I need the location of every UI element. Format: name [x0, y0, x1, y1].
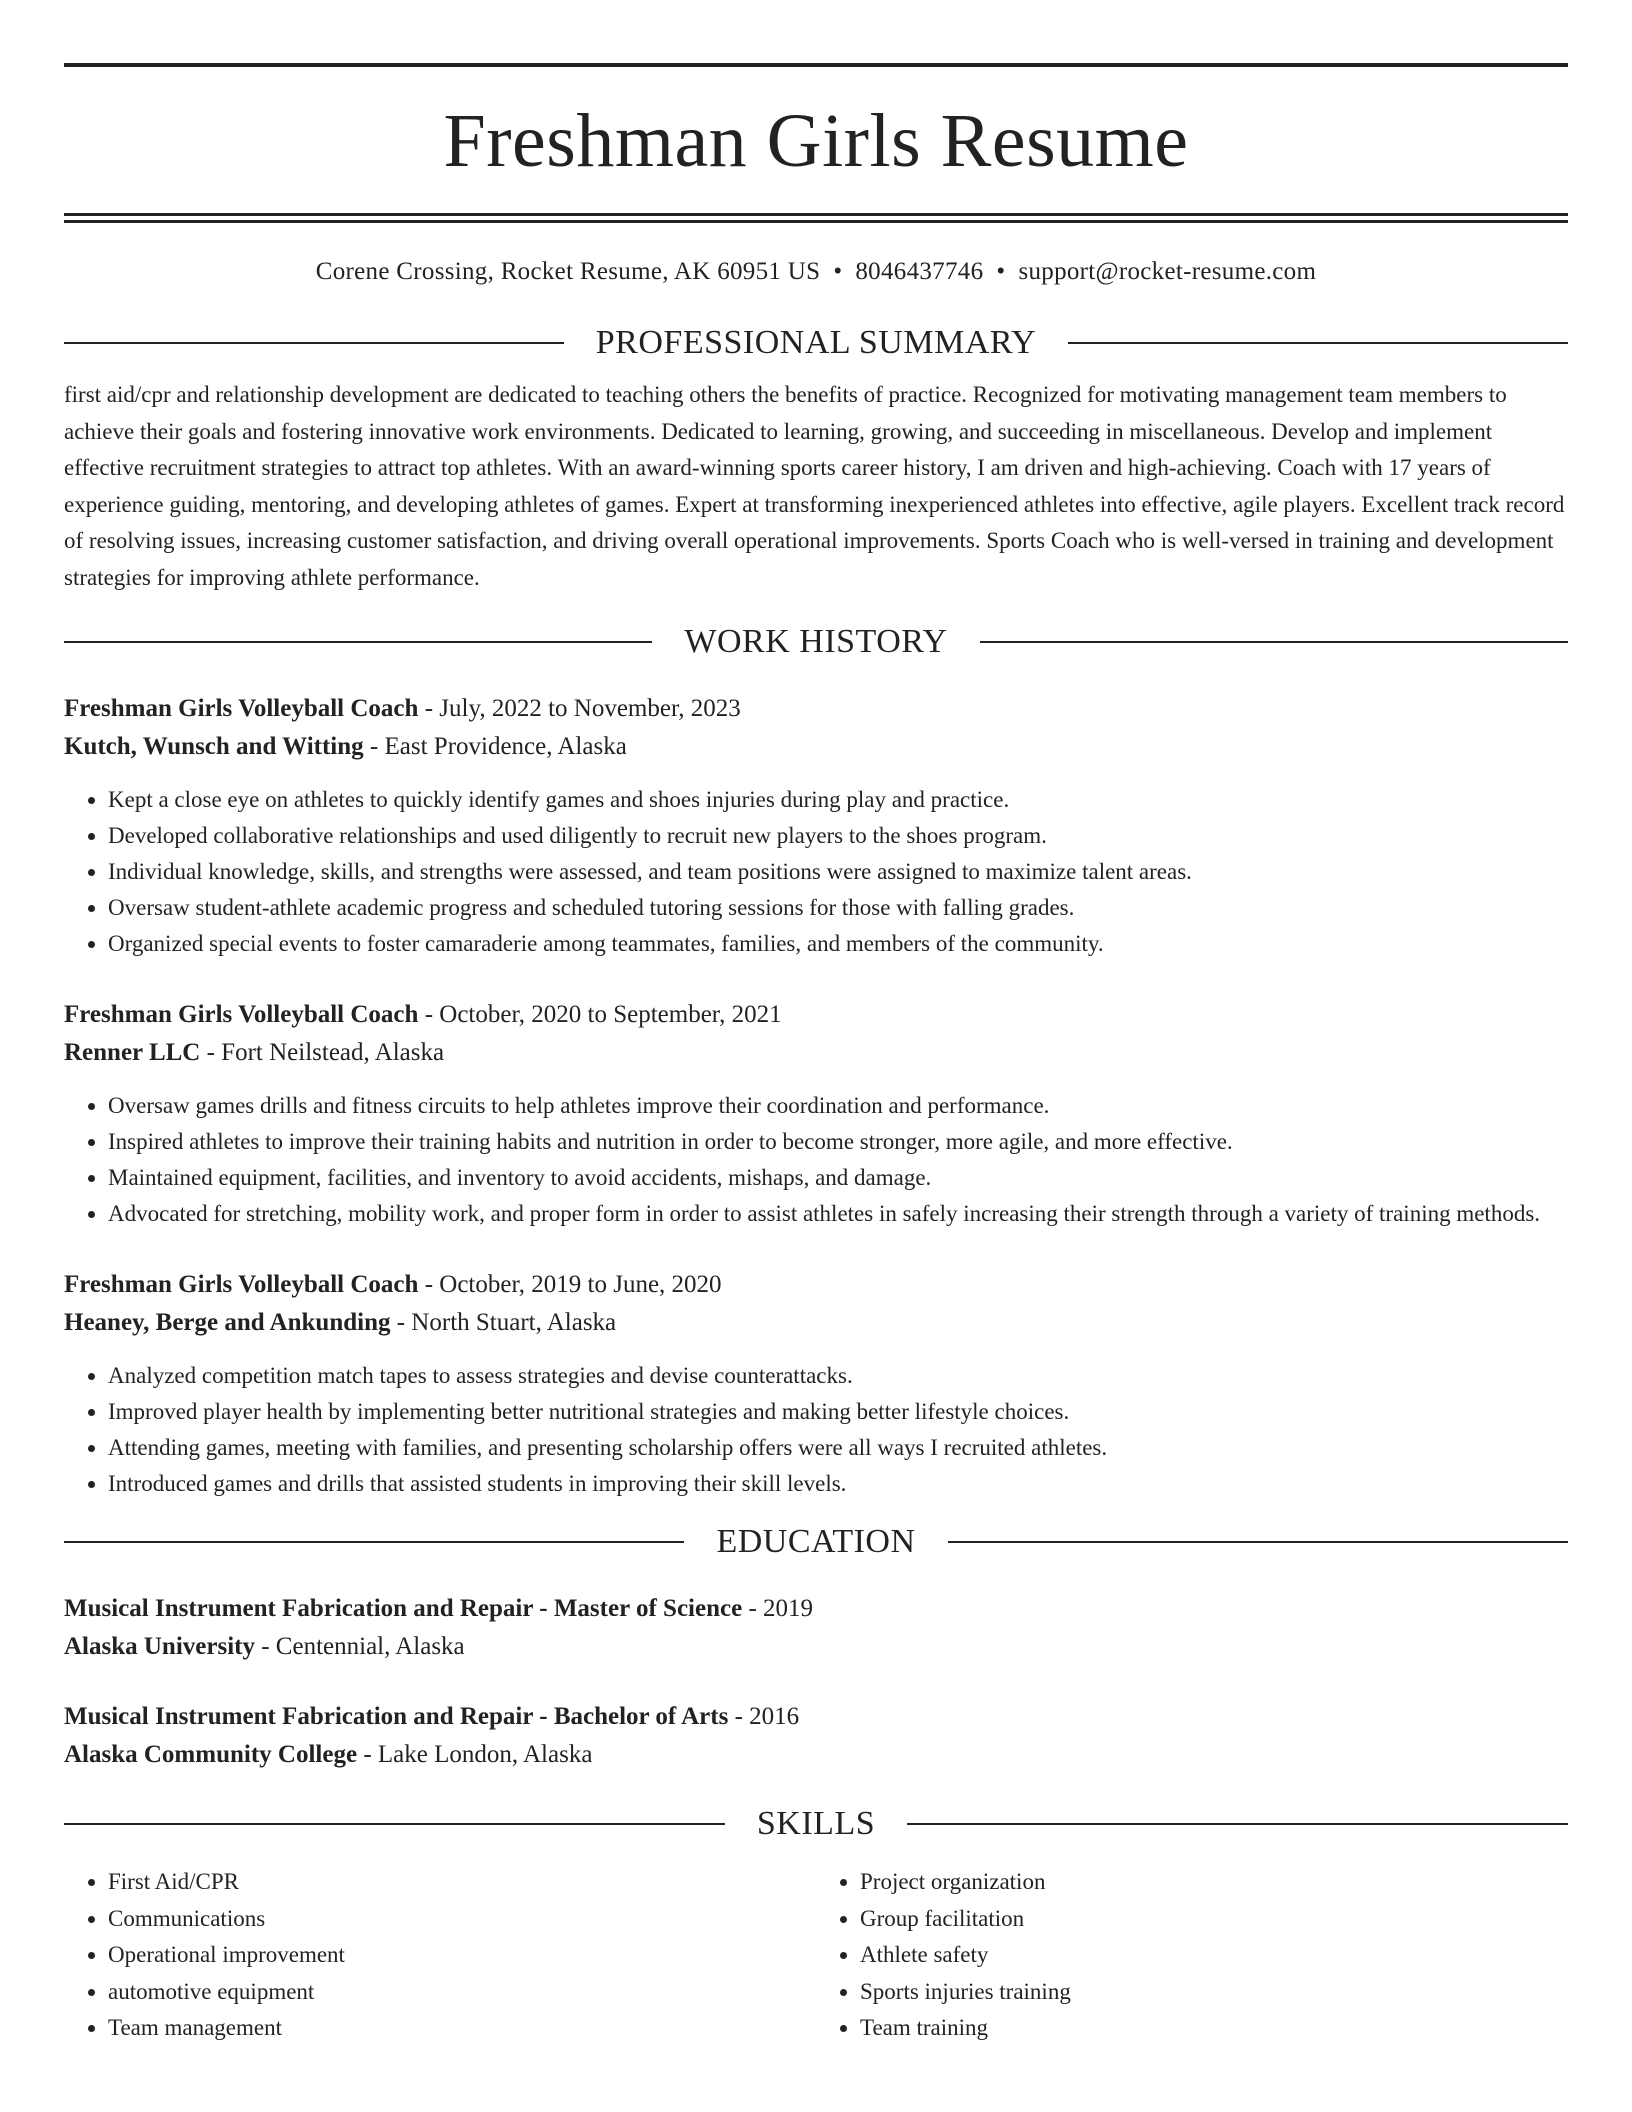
education-degree-line [64, 1590, 1568, 1628]
skill-item: • Athlete safety [860, 1937, 1568, 1974]
education-school-line [64, 1628, 1568, 1666]
skill-item: • Team management [108, 2010, 816, 2047]
job-location: - Fort Neilstead, Alaska [200, 1039, 445, 1066]
job-bullet: • Organized special events to foster camaraderie among teammates, families, and members of the community. [108, 926, 1568, 962]
summary-text: first aid/cpr and relationship development are dedicated to teaching others the benefits of practice. Recognized for motivating management team members to achieve their goals and fostering innovative work environments. Dedicated to learning, growing, and succeeding in miscellaneous. Develop and implement effective recruitment strategies to attract top athletes. With an award-winning sports career history, I am driven and high-achieving. Coach with 17 years of experience guiding, mentoring, and developing athletes of games. Expert at transforming inexperienced athletes into effective, agile players. Excellent track record of resolving issues, increasing customer satisfaction, and driving overall operational improvements. Sports Coach who is well-versed in training and development strategies for improving athlete performance. [64, 382, 1565, 590]
education-entry [64, 1590, 1568, 1666]
job-bullet: • Advocated for stretching, mobility work, and proper form in order to assist athletes in safely increasing their strength through a variety of training methods. [108, 1196, 1568, 1232]
job-location: - North Stuart, Alaska [390, 1309, 617, 1336]
education-entry [64, 1698, 1568, 1774]
job-entry [64, 1266, 1568, 1502]
education-year: - 2016 [728, 1703, 800, 1730]
resume-page [64, 0, 1568, 2047]
job-dates: - October, 2020 to September, 2021 [418, 1001, 782, 1028]
section-title-summary: PROFESSIONAL SUMMARY [595, 324, 1037, 361]
job-company: Renner LLC [64, 1039, 201, 1066]
section-header-summary [64, 321, 1568, 365]
job-role: Freshman Girls Volleyball Coach [64, 695, 419, 722]
contact-separator: • [833, 258, 843, 285]
resume-title: Freshman Girls Resume [443, 99, 1189, 183]
job-bullet: • Individual knowledge, skills, and strengths were assessed, and team positions were assigned to maximize talent areas. [108, 854, 1568, 890]
skill-item: • Operational improvement [108, 1937, 816, 1974]
education-school-line [64, 1736, 1568, 1774]
section-rule [64, 1541, 684, 1543]
section-rule [64, 641, 652, 643]
education-degree-line [64, 1698, 1568, 1736]
skills-columns [64, 1864, 1568, 2047]
job-bullets [64, 1088, 1568, 1232]
contact-separator: • [996, 258, 1006, 285]
job-dates: - October, 2019 to June, 2020 [418, 1271, 722, 1298]
contact-phone: 8046437746 [855, 258, 984, 285]
skill-item: • Communications [108, 1901, 816, 1938]
section-rule [980, 641, 1568, 643]
job-role-line [64, 996, 1568, 1034]
education-degree: Musical Instrument Fabrication and Repair - Bachelor of Arts [64, 1703, 729, 1730]
education-school: Alaska University [64, 1633, 255, 1660]
section-rule [1068, 342, 1568, 344]
work-history-list [64, 690, 1568, 1502]
job-bullet: • Kept a close eye on athletes to quickly identify games and shoes injuries during play and practice. [108, 782, 1568, 818]
job-entry [64, 996, 1568, 1232]
job-bullet: • Oversaw games drills and fitness circuits to help athletes improve their coordination and performance. [108, 1088, 1568, 1124]
skill-item: • Sports injuries training [860, 1974, 1568, 2011]
job-role: Freshman Girls Volleyball Coach [64, 1001, 419, 1028]
section-rule [64, 1823, 725, 1825]
section-rule [948, 1541, 1568, 1543]
job-bullet: • Introduced games and drills that assisted students in improving their skill levels. [108, 1466, 1568, 1502]
job-bullet: • Inspired athletes to improve their training habits and nutrition in order to become stronger, more agile, and more effective. [108, 1124, 1568, 1160]
section-header-skills [64, 1802, 1568, 1846]
job-company-line [64, 728, 1568, 766]
education-list [64, 1590, 1568, 1774]
skill-item: • automotive equipment [108, 1974, 816, 2011]
job-company-line [64, 1304, 1568, 1342]
education-year: - 2019 [742, 1595, 814, 1622]
education-degree: Musical Instrument Fabrication and Repair - Master of Science [64, 1595, 743, 1622]
job-bullets [64, 782, 1568, 962]
section-title-skills: SKILLS [756, 1805, 876, 1842]
job-bullet: • Oversaw student-athlete academic progress and scheduled tutoring sessions for those with falling grades. [108, 890, 1568, 926]
job-bullet: • Analyzed competition match tapes to assess strategies and devise counterattacks. [108, 1358, 1568, 1394]
education-school: Alaska Community College [64, 1741, 358, 1768]
section-header-education [64, 1520, 1568, 1564]
contact-line [64, 257, 1568, 287]
contact-email: support@rocket-resume.com [1018, 258, 1317, 285]
section-title-work: WORK HISTORY [684, 623, 948, 660]
double-rule [64, 213, 1568, 223]
job-bullet: • Developed collaborative relationships and used diligently to recruit new players to the shoes program. [108, 818, 1568, 854]
job-role-line [64, 1266, 1568, 1304]
job-bullet: • Improved player health by implementing better nutritional strategies and making better lifestyle choices. [108, 1394, 1568, 1430]
job-role: Freshman Girls Volleyball Coach [64, 1271, 419, 1298]
section-header-work [64, 620, 1568, 664]
job-entry [64, 690, 1568, 962]
section-rule [907, 1823, 1568, 1825]
skill-item: • Team training [860, 2010, 1568, 2047]
skill-item: • Group facilitation [860, 1901, 1568, 1938]
skills-list-right [816, 1864, 1568, 2047]
job-dates: - July, 2022 to November, 2023 [418, 695, 741, 722]
job-company: Kutch, Wunsch and Witting [64, 733, 364, 760]
job-company-line [64, 1034, 1568, 1072]
job-role-line [64, 690, 1568, 728]
section-title-education: EDUCATION [716, 1523, 916, 1560]
skills-list-left [64, 1864, 816, 2047]
contact-address: Corene Crossing, Rocket Resume, AK 60951 US [315, 258, 821, 285]
job-bullet: • Maintained equipment, facilities, and inventory to avoid accidents, mishaps, and damage. [108, 1160, 1568, 1196]
job-company: Heaney, Berge and Ankunding [64, 1309, 391, 1336]
job-bullet: • Attending games, meeting with families, and presenting scholarship offers were all ways I recruited athletes. [108, 1430, 1568, 1466]
section-rule [64, 342, 564, 344]
skill-item: • First Aid/CPR [108, 1864, 816, 1901]
skill-item: • Project organization [860, 1864, 1568, 1901]
job-bullets [64, 1358, 1568, 1502]
top-rule [64, 63, 1568, 67]
education-location: - Lake London, Alaska [357, 1741, 593, 1768]
education-location: - Centennial, Alaska [254, 1633, 465, 1660]
job-location: - East Providence, Alaska [363, 733, 627, 760]
